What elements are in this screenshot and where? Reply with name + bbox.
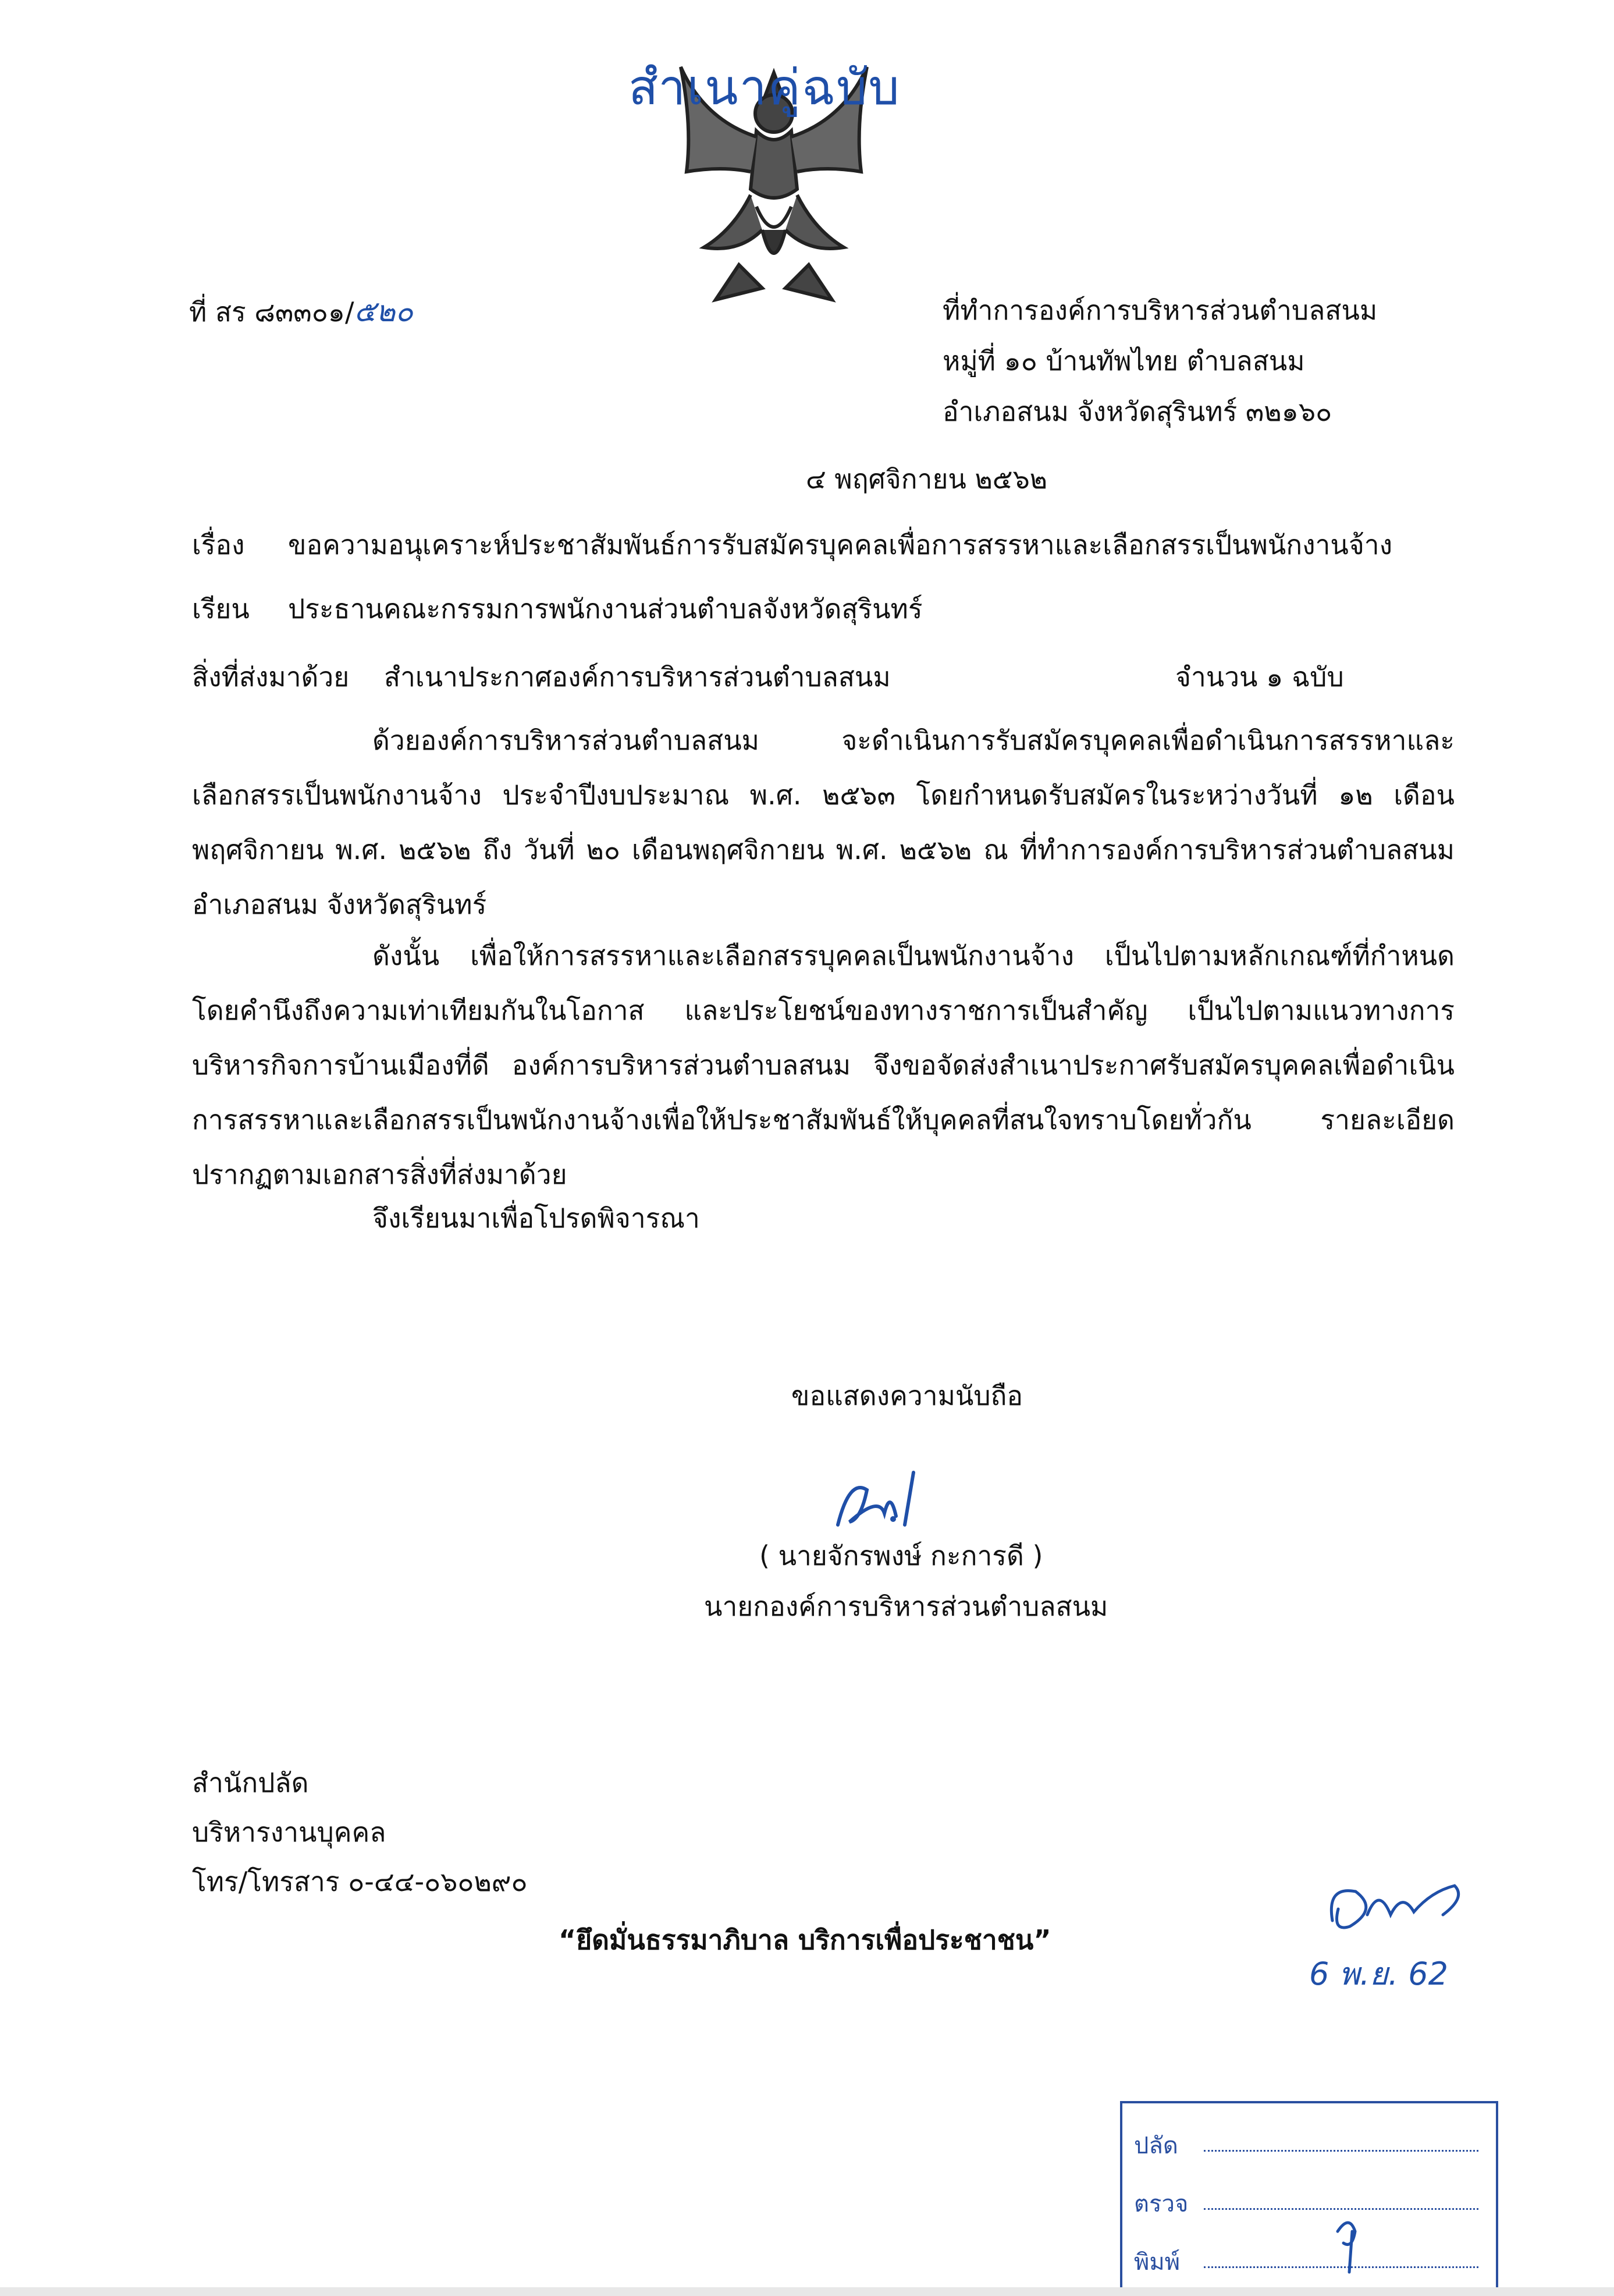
recipient-text: ประธานคณะกรรมการพนักงานส่วนตำบลจังหวัดสุรินทร์ <box>288 593 923 624</box>
routing-row-check: ตรวจ <box>1134 2191 1189 2217</box>
reference-prefix: ที่ สร ๘๓๓๐๑/ <box>189 296 354 328</box>
reference-handwritten: ๕๒๐ <box>354 294 413 328</box>
signatory-position: นายกองค์การบริหารส่วนตำบลสนม <box>704 1591 1108 1622</box>
routing-initial-icon <box>1320 2208 1373 2278</box>
contact-section: บริหารงานบุคคล <box>192 1816 386 1848</box>
routing-row-chief: ปลัด <box>1134 2132 1178 2159</box>
routing-row-print: พิมพ์ <box>1134 2249 1181 2276</box>
salutation: ขอแสดงความนับถือ <box>791 1380 1023 1411</box>
routing-line <box>1204 2150 1478 2152</box>
enclosure-label: สิ่งที่ส่งมาด้วย <box>192 661 350 693</box>
subject-label: เรื่อง <box>192 529 245 560</box>
contact-office: สำนักปลัด <box>192 1767 309 1798</box>
sender-address-line3: อำเภอสนม จังหวัดสุรินทร์ ๓๒๑๖๐ <box>943 396 1332 427</box>
subject-text: ขอความอนุเคราะห์ประชาสัมพันธ์การรับสมัครบุคคลเพื่อการสรรหาและเลือกสรรเป็นพนักงานจ้าง <box>288 529 1393 560</box>
signature-icon <box>826 1455 948 1542</box>
page-bottom-edge <box>0 2287 1614 2296</box>
sender-address-line1: ที่ทำการองค์การบริหารส่วนตำบลสนม <box>943 294 1378 326</box>
contact-phone: โทร/โทรสาร ๐-๔๔-๐๖๐๒๙๐ <box>192 1866 528 1897</box>
letter-date: ๔ พฤศจิกายน ๒๕๖๒ <box>806 463 1048 495</box>
handwritten-date: 6 พ.ย. 62 <box>1309 1956 1448 1992</box>
closing-line: จึงเรียนมาเพื่อโปรดพิจารณา <box>372 1202 700 1234</box>
enclosure-count: จำนวน ๑ ฉบับ <box>1175 661 1344 693</box>
signatory-name: ( นายจักรพงษ์ กะการดี ) <box>759 1540 1043 1571</box>
enclosure-text: สำเนาประกาศองค์การบริหารส่วนตำบลสนม <box>384 661 891 693</box>
body-paragraph-1: ด้วยองค์การบริหารส่วนตำบลสนม จะดำเนินการรับสมัครบุคคลเพื่อดำเนินการสรรหาและเลือกสรรเป็นพนักงานจ้าง ประจำปีงบประมาณ พ.ศ. ๒๕๖๓ โดยกำหนดรับสมัครในระหว่างวันที่ ๑๒ เดือนพฤศจิกายน พ.ศ. ๒๕๖๒ ถึง วันที่ ๒๐ เดือนพฤศจิกายน พ.ศ. ๒๕๖๒ ณ ที่ทำการองค์การบริหารส่วนตำบลสนม อำเภอสนม จังหวัดสุรินทร์ <box>192 725 1455 920</box>
copy-stamp: สำเนาคู่ฉบับ <box>628 59 901 116</box>
routing-stamp-box <box>1120 2101 1498 2293</box>
motto: “ยึดมั่นธรรมาภิบาล บริการเพื่อประชาชน” <box>559 1924 1051 1956</box>
sender-address-line2: หมู่ที่ ๑๐ บ้านทัพไทย ตำบลสนม <box>943 345 1305 377</box>
reference-number <box>189 294 413 328</box>
recipient-label: เรียน <box>192 593 250 624</box>
body-paragraph-2: ดังนั้น เพื่อให้การสรรหาและเลือกสรรบุคคลเป็นพนักงานจ้าง เป็นไปตามหลักเกณฑ์ที่กำหนดโดยคำนึงถึงความเท่าเทียมกันในโอกาส และประโยชน์ของทางราชการเป็นสำคัญ เป็นไปตามแนวทางการบริหารกิจการบ้านเมืองที่ดี องค์การบริหารส่วนตำบลสนม จึงขอจัดส่งสำเนาประกาศรับสมัครบุคคลเพื่อดำเนินการสรรหาและเลือกสรรเป็นพนักงานจ้างเพื่อให้ประชาสัมพันธ์ให้บุคคลที่สนใจทราบโดยทั่วกัน รายละเอียดปรากฏตามเอกสารสิ่งที่ส่งมาด้วย <box>192 940 1455 1190</box>
